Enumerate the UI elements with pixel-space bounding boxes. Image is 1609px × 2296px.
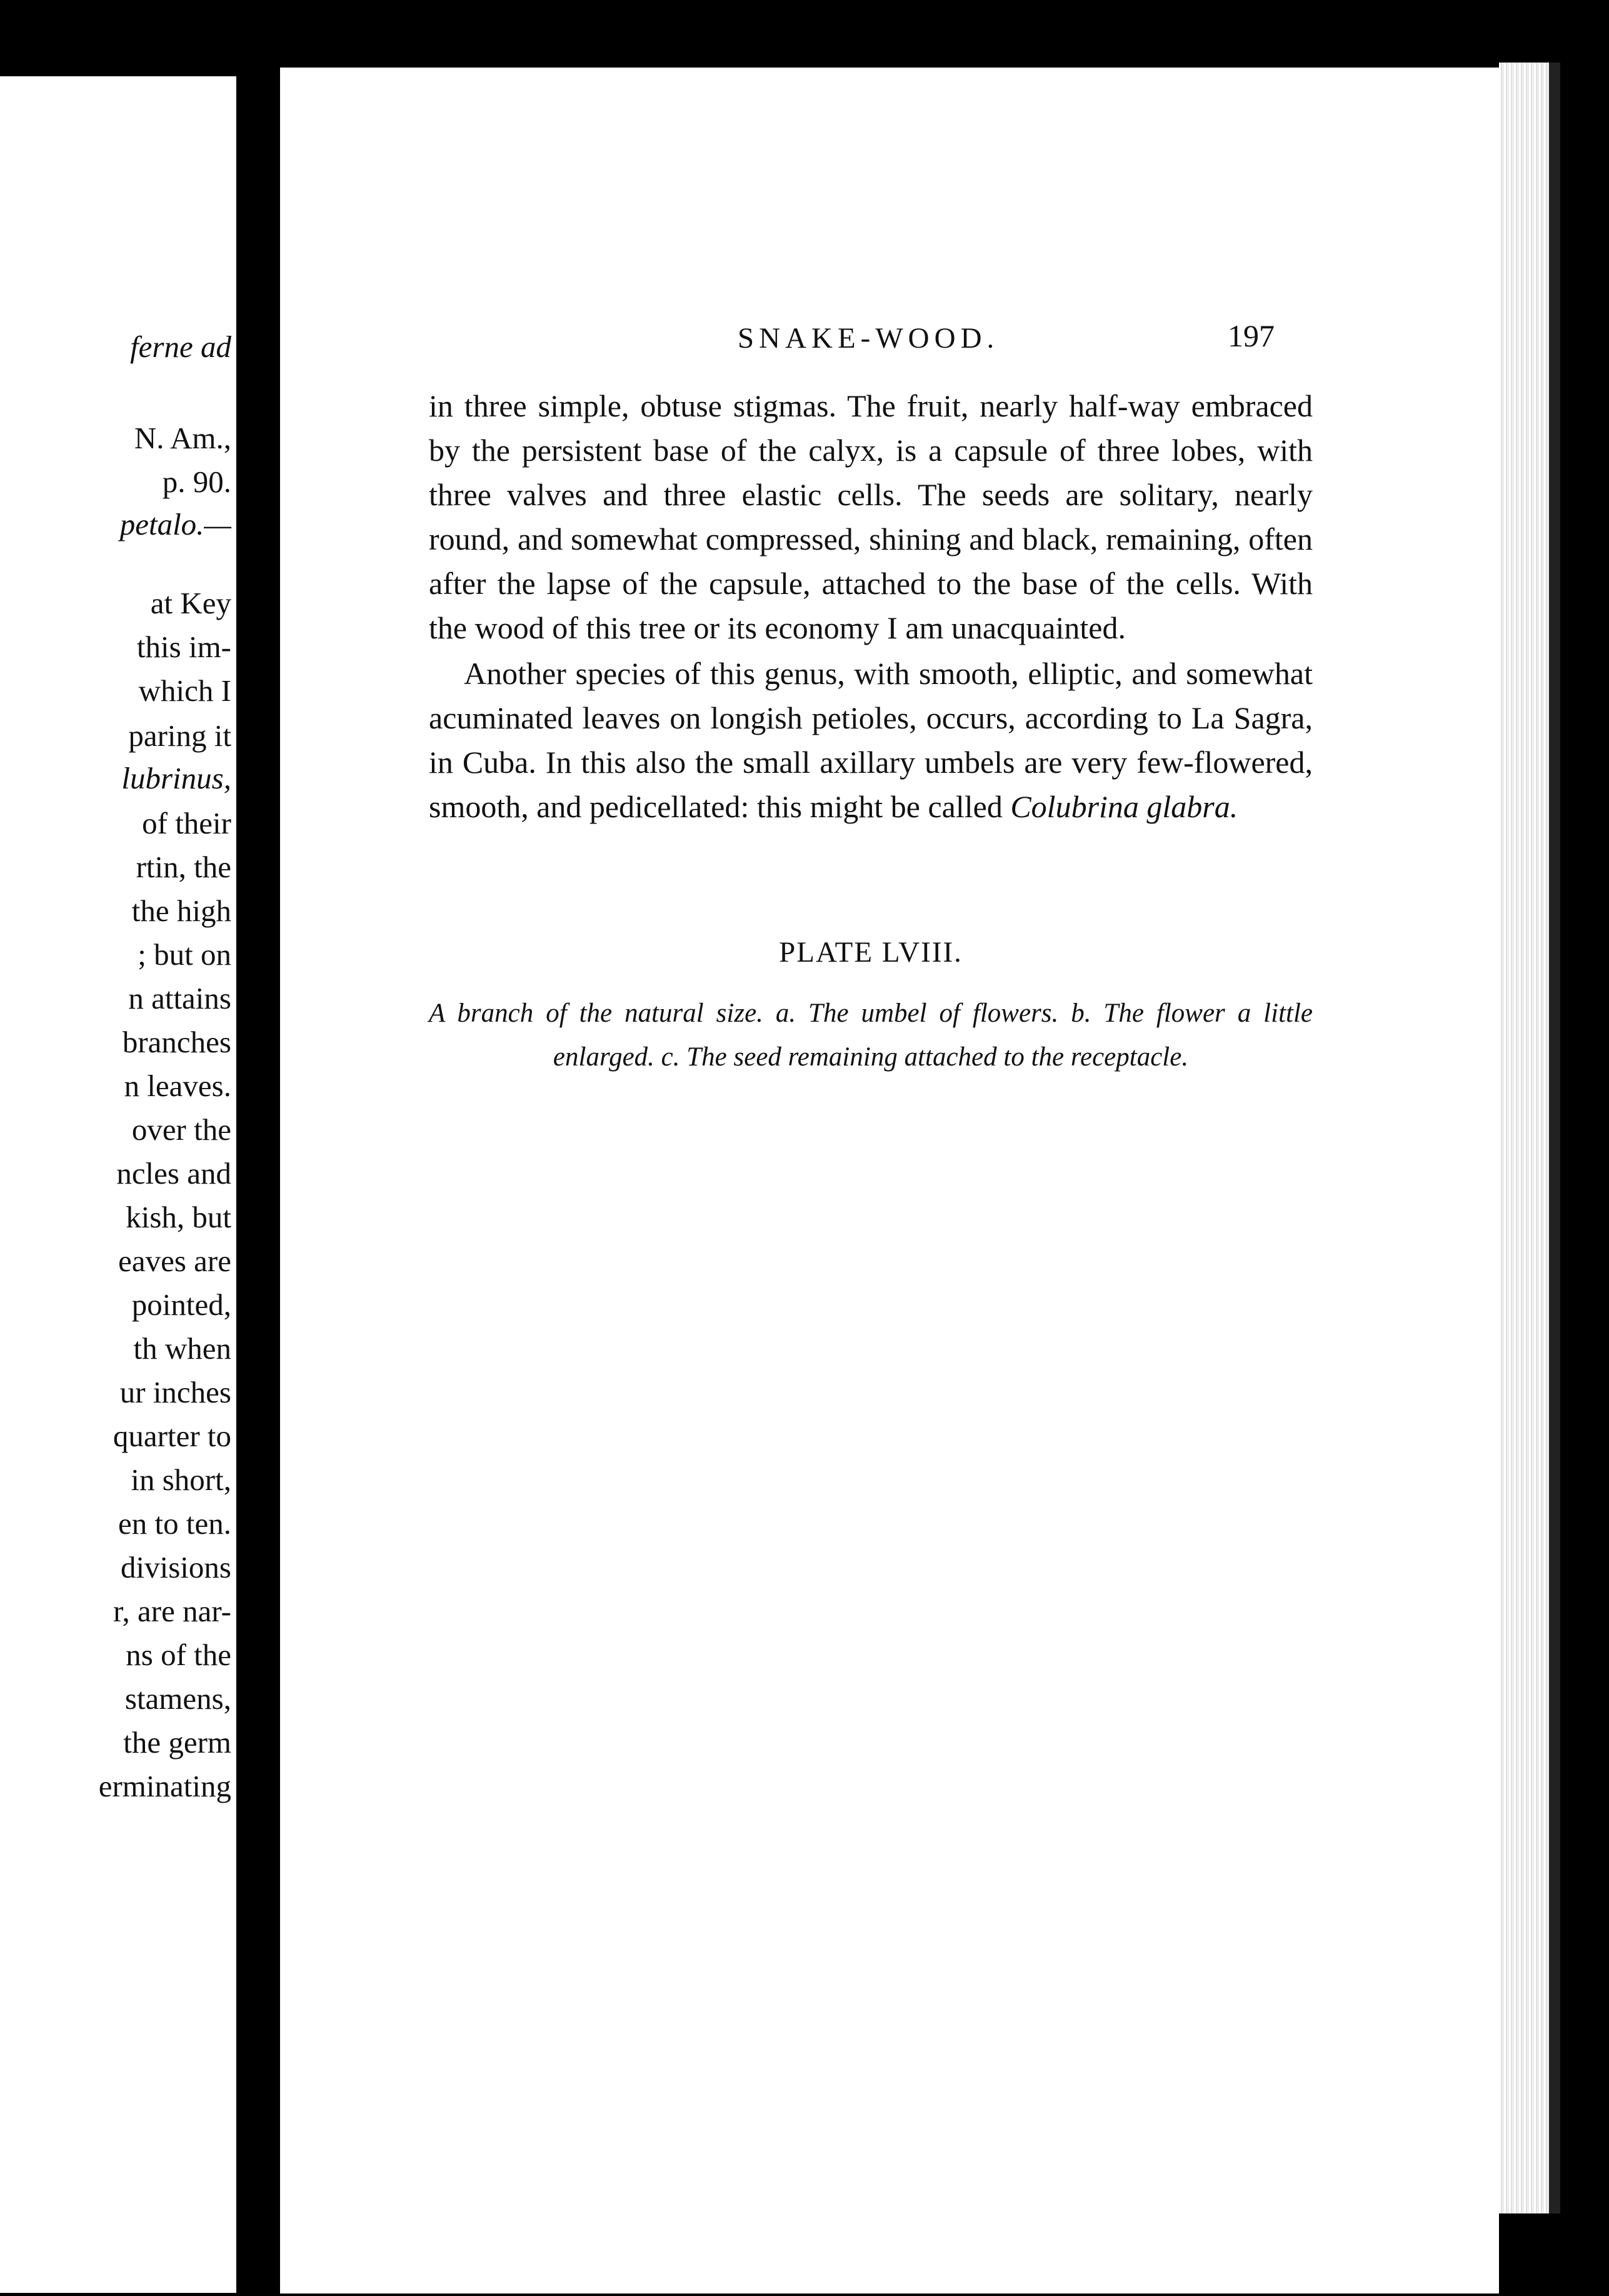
left-page-line: paring it xyxy=(128,718,231,753)
plate-caption: A branch of the natural size. a. The umbel of flowers. b. The flower a little enlarged. c. The seed remaining attached to the receptacle. xyxy=(429,999,1313,1072)
left-page-line: ns of the xyxy=(126,1638,231,1672)
page-edge-shadow xyxy=(1549,63,1560,2213)
left-page-line: divisions xyxy=(121,1550,231,1584)
left-page-line: en to ten. xyxy=(118,1506,231,1541)
left-page-line: of their xyxy=(142,806,231,840)
left-page-line: th when xyxy=(133,1331,231,1366)
left-page-line: n attains xyxy=(128,981,231,1015)
left-page-line: kish, but xyxy=(126,1200,231,1234)
left-page-line: ncles and xyxy=(116,1156,231,1191)
left-page-line: p. 90. xyxy=(162,465,231,499)
left-page-line: eaves are xyxy=(118,1244,231,1278)
species-name: Colubrina glabra. xyxy=(1010,789,1238,824)
body-text xyxy=(429,384,1313,829)
left-page-line: branches xyxy=(122,1025,231,1059)
left-page-line: the high xyxy=(131,894,231,928)
left-page-line: over the xyxy=(131,1112,231,1147)
left-facing-page xyxy=(0,76,236,2293)
left-page-line: lubrinus, xyxy=(121,761,231,795)
left-page-line: ; but on xyxy=(138,937,231,972)
page-number: 197 xyxy=(1228,318,1275,353)
running-head: SNAKE-WOOD. xyxy=(738,322,1000,355)
left-page-line: ur inches xyxy=(119,1375,231,1409)
left-page-line: erminating xyxy=(98,1769,231,1803)
left-page-line: ferne ad xyxy=(130,330,231,364)
left-page-line: which I xyxy=(138,673,231,708)
page-edges xyxy=(1499,63,1549,2213)
left-page-line: stamens, xyxy=(124,1681,231,1716)
left-page-line: r, are nar- xyxy=(113,1594,231,1628)
left-page-line: the germ xyxy=(123,1725,231,1760)
paragraph xyxy=(429,652,1313,829)
book-gutter xyxy=(236,76,280,2293)
left-page-line: n leaves. xyxy=(124,1069,231,1103)
paragraph: in three simple, obtuse stigmas. The fruit, nearly half-way embraced by the persistent base of the calyx, is a capsule of three lobes, with three valves and three elastic cells. The seeds are solitary, nearly round, and somewhat compressed, shining and black, remaining, often after the lapse of the capsule, attached to the base of the cells. With the wood of this tree or its economy I am unacquainted. xyxy=(429,388,1313,645)
left-page-line: petalo.— xyxy=(119,507,231,541)
left-page-line: rtin, the xyxy=(136,850,231,884)
plate-title: PLATE LVIII. xyxy=(779,936,963,969)
left-page-line: N. Am., xyxy=(134,421,231,455)
left-page-line: in short, xyxy=(131,1463,231,1497)
left-page-line: pointed, xyxy=(131,1287,231,1322)
paragraph-text: Another species of this genus, with smooth, elliptic, and somewhat acuminated leaves on longish petioles, occurs, according to La Sagra, in Cuba. In this also the small axillary umbels are very few-flowered, smooth, and pedicellated: this might be called xyxy=(429,656,1313,824)
left-page-line: at Key xyxy=(150,586,231,620)
left-page-line: quarter to xyxy=(113,1419,231,1453)
left-page-line: this im- xyxy=(136,630,231,664)
